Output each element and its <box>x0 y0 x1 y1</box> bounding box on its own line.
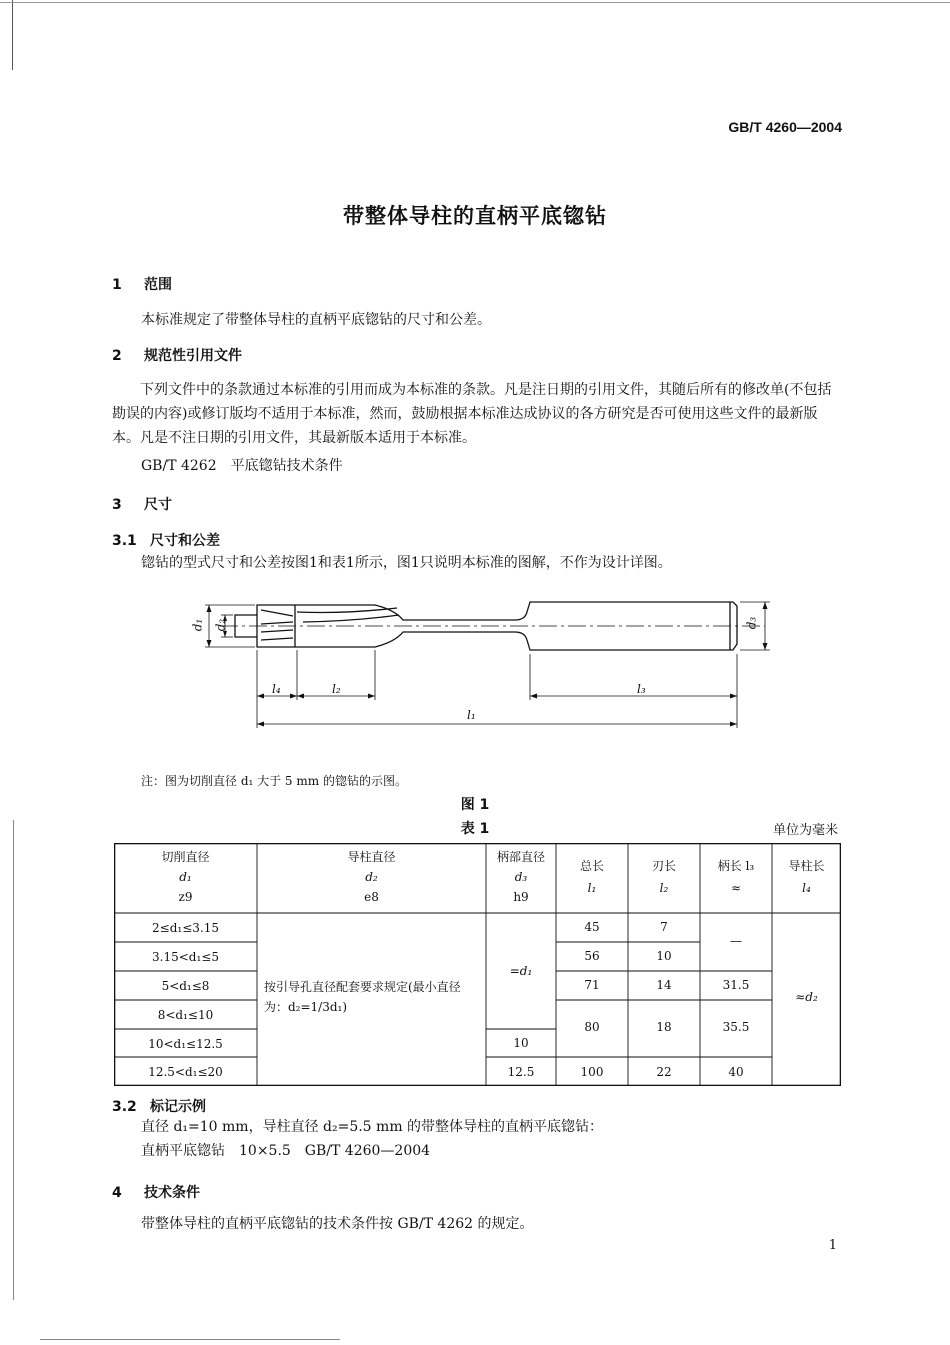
header-pilot-length <box>772 858 841 896</box>
pilot-diameter-rule: 按引导孔直径配套要求规定(最小直径为：d₂=1/3d₁) <box>264 980 461 1014</box>
section-number: 3 <box>112 497 122 513</box>
table-unit: 单位为毫米 <box>772 823 838 838</box>
figure-caption: 图 1 <box>460 797 490 813</box>
section-3-heading <box>112 494 172 514</box>
section-title: 规范性引用文件 <box>144 348 242 364</box>
table-row-range: 5<d₁≤8 <box>161 979 210 993</box>
shank-length-value: 31.5 <box>722 978 750 992</box>
table-caption: 表 1 <box>460 821 490 837</box>
header-tolerance: h9 <box>513 890 529 904</box>
flute-length-value: 14 <box>656 978 672 992</box>
reference-title: 平底锪钻技术条件 <box>230 458 343 474</box>
pilot-length-approx: ≈d₂ <box>795 990 818 1004</box>
section-number: 4 <box>112 1185 122 1201</box>
flute-length-value: 22 <box>656 1065 672 1079</box>
section-2-body: 下列文件中的条款通过本标准的引用而成为本标准的条款。凡是注日期的引用文件，其随后所有的修改单(不包括勘误的内容)或修订版均不适用于本标准，然而，鼓励根据本标准达成协议的各方研究是否可使用这些文件的最新版本。凡是不注日期的引用文件，其最新版本适用于本标准。 <box>112 382 832 446</box>
section-3-1-heading <box>112 530 220 550</box>
header-symbol: ≈ <box>730 881 742 895</box>
header-text: 柄长 l₃ <box>717 859 755 873</box>
section-3-2-heading <box>112 1096 206 1116</box>
header-tolerance: z9 <box>178 890 193 904</box>
section-title: 技术条件 <box>144 1185 200 1201</box>
section-number: 3.1 <box>112 533 137 549</box>
header-text: 导柱直径 <box>347 850 396 864</box>
normative-reference <box>141 454 343 478</box>
header-text: 柄部直径 <box>496 850 545 864</box>
dim-label-l4: l₄ <box>272 682 281 696</box>
table-row-range: 3.15<d₁≤5 <box>152 950 219 964</box>
section-title: 尺寸和公差 <box>150 533 220 549</box>
section-number: 2 <box>112 348 122 364</box>
header-shank-length <box>700 858 772 896</box>
header-cutting-diameter <box>114 849 257 905</box>
shank-length-value: 40 <box>728 1065 744 1079</box>
table-row-range: 8<d₁≤10 <box>157 1008 214 1022</box>
flute-length-value: 10 <box>656 949 672 963</box>
shank-length-value: 35.5 <box>722 1020 750 1034</box>
header-text: 导柱长 <box>788 859 825 873</box>
scan-edge-mark <box>40 1339 340 1340</box>
scan-edge-mark <box>13 820 14 1300</box>
table-row-range: 2≤d₁≤3.15 <box>152 921 219 935</box>
header-tolerance: e8 <box>364 890 379 904</box>
table-row-range: 12.5<d₁≤20 <box>148 1065 223 1079</box>
section-number: 1 <box>112 277 122 293</box>
header-symbol: l₂ <box>659 881 669 895</box>
shank-equals-d1: =d₁ <box>509 964 533 978</box>
counterbore-drawing <box>185 588 785 738</box>
header-symbol: d₁ <box>179 870 192 884</box>
scan-edge-mark <box>0 2 950 3</box>
dim-label-d3: d₃ <box>744 616 759 630</box>
section-3-1-body: 锪钻的型式尺寸和公差按图1和表1所示，图1只说明本标准的图解，不作为设计详图。 <box>141 555 672 571</box>
shank-diameter-value: 10 <box>513 1036 529 1050</box>
shank-diameter-value: 12.5 <box>507 1065 535 1079</box>
dim-label-d2: d₂ <box>213 618 228 632</box>
header-text: 刃长 <box>651 859 676 873</box>
dimension-table <box>114 843 841 1086</box>
section-1-heading <box>112 274 172 294</box>
total-length-value: 45 <box>584 920 600 934</box>
dim-label-d1: d₁ <box>190 618 205 632</box>
marking-example-line-1: 直径 d₁=10 mm，导柱直径 d₂=5.5 mm 的带整体导柱的直柄平底锪钻： <box>141 1119 604 1135</box>
figure-note: 注：图为切削直径 d₁ 大于 5 mm 的锪钻的示图。 <box>141 774 407 788</box>
dim-label-l2: l₂ <box>332 682 341 696</box>
section-2-heading <box>112 345 242 365</box>
section-4-heading <box>112 1182 200 1202</box>
section-title: 尺寸 <box>144 497 172 513</box>
standard-code: GB/T 4260—2004 <box>728 119 842 135</box>
header-symbol: l₄ <box>802 881 811 895</box>
shank-length-dash: — <box>730 934 742 948</box>
figure-1-drawing <box>185 588 785 742</box>
header-total-length <box>556 858 628 896</box>
header-shank-diameter <box>486 849 556 905</box>
header-symbol: d₃ <box>514 870 528 884</box>
total-length-value: 56 <box>584 949 600 963</box>
total-length-value: 71 <box>584 978 600 992</box>
section-title: 标记示例 <box>150 1099 206 1115</box>
total-length-value: 100 <box>580 1065 604 1079</box>
header-pilot-diameter <box>257 849 486 905</box>
marking-example-line-2: 直柄平底锪钻 10×5.5 GB/T 4260—2004 <box>141 1143 431 1159</box>
header-symbol: d₂ <box>365 870 378 884</box>
page-number: 1 <box>828 1238 837 1253</box>
flute-length-value: 7 <box>660 920 668 934</box>
scan-edge-mark <box>12 0 13 70</box>
reference-code: GB/T 4262 <box>141 458 217 474</box>
section-title: 范围 <box>144 277 172 293</box>
flute-length-value: 18 <box>656 1020 672 1034</box>
section-4-body: 带整体导柱的直柄平底锪钻的技术条件按 GB/T 4262 的规定。 <box>141 1216 534 1232</box>
section-number: 3.2 <box>112 1099 137 1115</box>
header-text: 切削直径 <box>161 850 210 864</box>
header-text: 总长 <box>579 859 604 873</box>
header-symbol: l₁ <box>587 881 597 895</box>
dim-label-l1: l₁ <box>467 708 476 722</box>
header-flute-length <box>628 858 700 896</box>
section-1-body: 本标准规定了带整体导柱的直柄平底锪钻的尺寸和公差。 <box>141 312 491 328</box>
document-title: 带整体导柱的直柄平底锪钻 <box>343 204 607 228</box>
total-length-value: 80 <box>584 1020 600 1034</box>
dim-label-l3: l₃ <box>637 682 646 696</box>
table-row-range: 10<d₁≤12.5 <box>148 1037 223 1051</box>
